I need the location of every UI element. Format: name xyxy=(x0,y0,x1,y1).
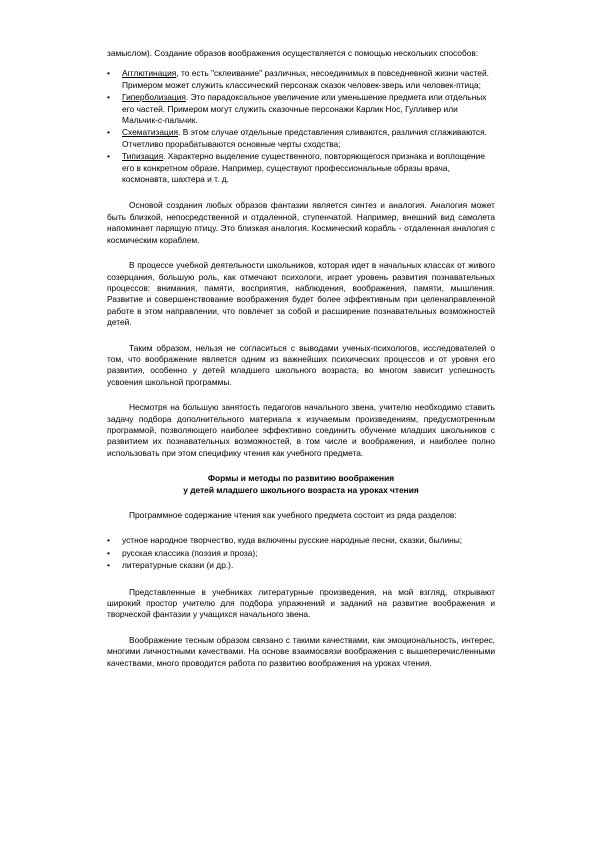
list-item xyxy=(107,92,495,126)
section-text: устное народное творчество, куда включены русские народные песни, сказки, былины; xyxy=(122,535,463,546)
section-text: русская классика (поэзия и проза); xyxy=(122,547,258,558)
bullet-icon: • xyxy=(107,92,110,103)
section-heading xyxy=(107,473,495,496)
teacher-task-paragraph: Несмотря на большую занятость педагогов начального звена, учителю необходимо ставить задачу подбора дополнительного материала к изучаемым произведениям, предусмотренным программой, позволяющего наиболее эффективно соединить обучение младших школьников с развитием их познавательных возможностей, в том числе и воображения, и наиболее полно использовать при этом специфику чтения как учебного предмета. xyxy=(107,402,495,458)
method-term: Схематизация xyxy=(122,127,179,138)
list-item xyxy=(107,68,495,91)
qualities-paragraph: Воображение тесным образом связано с такими качествами, как эмоциональность, интерес, многими личностными качествами. На основе взаимосвязи воображения с вышеперечисленными качествами, много проводится работа по развитию воображения на уроках чтения. xyxy=(107,634,495,668)
section-text: литературные сказки (и др.). xyxy=(122,560,234,571)
intro-paragraph: замыслом). Создание образов воображения осуществляется с помощью нескольких способов: xyxy=(107,48,479,58)
list-item xyxy=(107,560,495,571)
list-item xyxy=(107,151,495,185)
heading-line-2: у детей младшего школьного возраста на уроках чтения xyxy=(183,484,419,495)
method-text: , то есть "склеивание" различных, несоединимых в повседневной жизни частей. Примером может служить классический персонаж сказок человек-зверь или человек-птица; xyxy=(122,68,489,90)
bullet-icon: • xyxy=(107,151,110,162)
bullet-icon: • xyxy=(107,560,110,571)
method-text: . В этом случае отдельные представления сливаются, различия сглаживаются. Отчетливо прорабатываются основные черты сходства; xyxy=(122,127,487,149)
program-content-paragraph: Программное содержание чтения как учебного предмета состоит из ряда разделов: xyxy=(129,510,457,520)
bullet-icon: • xyxy=(107,127,110,138)
document-page xyxy=(107,48,495,669)
conclusion-paragraph: Таким образом, нельзя не согласиться с выводами ученых-психологов, исследователей о том, что воображение является одним из важнейших психических процессов и от уровня его развития, особенно у детей младшего школьного возраста, во многом зависит успешность усвоения школьной программы. xyxy=(107,342,495,387)
method-text: . Это парадоксальное увеличение или уменьшение предмета или отдельных его частей. Примером могут служить сказочные персонажи Карлик Нос, Гулливер или Мальчик-с-пальчик. xyxy=(122,92,487,126)
list-item xyxy=(107,127,495,150)
heading-line-1: Формы и методы по развитию воображения xyxy=(207,473,395,484)
method-text: . Характерно выделение существенного, повторяющегося признака и воплощение его в конкретном образе. Например, существуют профессиональные образы врача, космонавта, шахтера и т. д. xyxy=(122,151,486,185)
bullet-icon: • xyxy=(107,68,110,79)
method-term: Агглютинация xyxy=(122,68,177,79)
textbooks-paragraph: Представленные в учебниках литературные произведения, на мой взгляд, открывают широкий простор учителю для подбора упражнений и заданий на развитие воображения и творческой фантазии у учащихся начального звена. xyxy=(107,586,495,620)
bullet-icon: • xyxy=(107,547,110,558)
program-sections-list xyxy=(107,535,495,571)
bullet-icon: • xyxy=(107,535,110,546)
list-item xyxy=(107,548,495,559)
imagination-methods-list xyxy=(107,68,495,185)
learning-activity-paragraph: В процессе учебной деятельности школьников, которая идет в начальных классах от живого созерцания, большую роль, как отмечают психологи, играет уровень развития познавательных процессов: внимания, памяти, восприятия, наблюдения, воображения, памяти, мышления. Развитие и совершенствование воображения будет более эффективным при целенаправленной работе в этом направлении, что повлечет за собой и расширение познавательных возможностей детей. xyxy=(107,260,495,328)
method-term: Гиперболизация xyxy=(122,92,186,103)
synthesis-paragraph: Основой создания любых образов фантазии является синтез и аналогия. Аналогия может быть близкой, непосредственной и отдаленной, ступенчатой. Например, внешний вид самолета напоминает парящую птицу. Это близкая аналогия. Космический корабль - отдаленная аналогия с космическим кораблем. xyxy=(107,200,495,245)
list-item xyxy=(107,535,495,546)
method-term: Типизация xyxy=(122,151,164,162)
